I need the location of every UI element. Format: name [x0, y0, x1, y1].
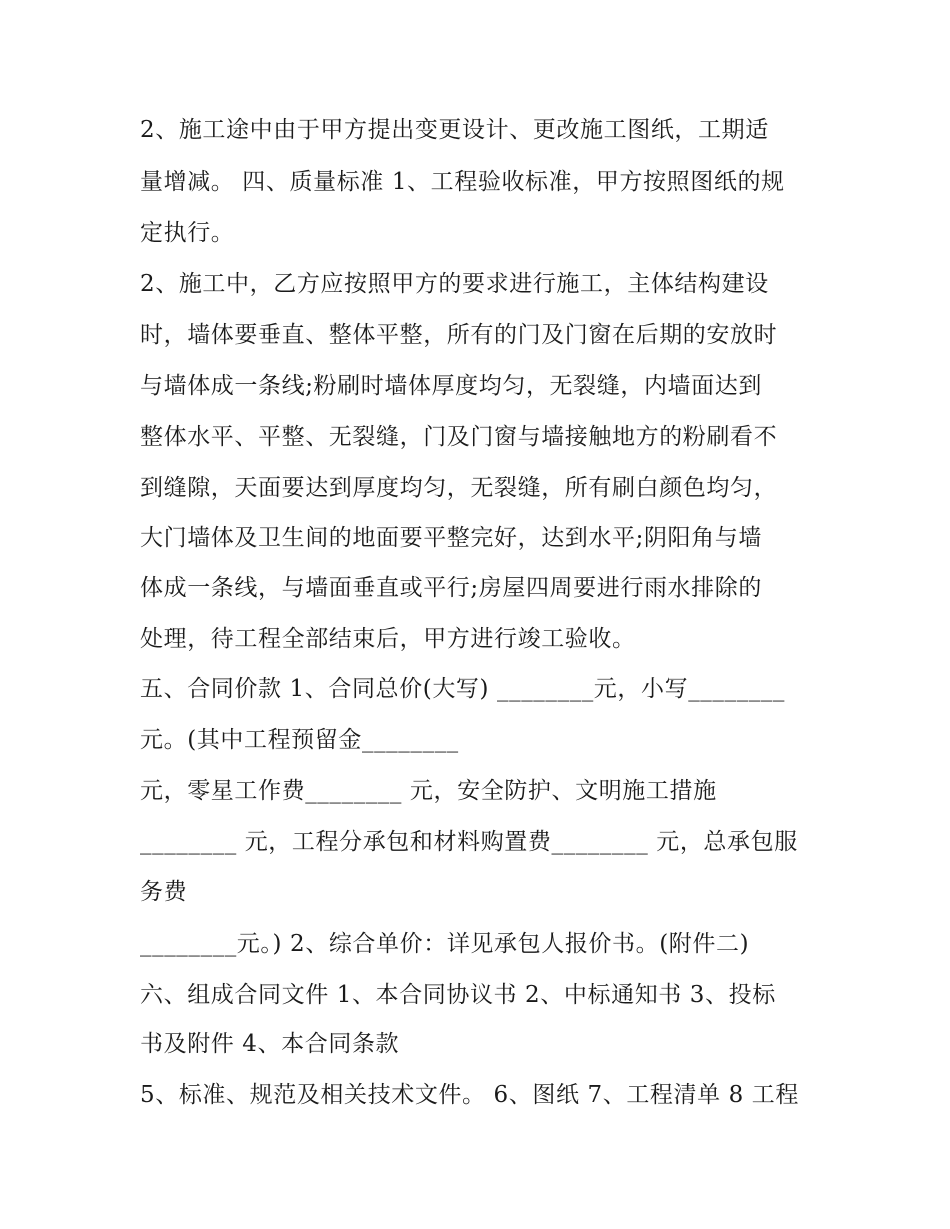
text-line: 5、标准、规范及相关技术文件。 6、图纸 7、工程清单 8 工程: [140, 1082, 799, 1108]
text-line: 六、组成合同文件 1、本合同协议书 2、中标通知书 3、投标: [140, 982, 776, 1008]
text-line: 到缝隙，天面要达到厚度均匀，无裂缝，所有刷白颜色均匀，: [140, 475, 778, 501]
text-line: ________ 元，工程分承包和材料购置费________ 元，总承包服: [140, 829, 798, 855]
text-line: 与墙体成一条线;粉刷时墙体厚度均匀，无裂缝，内墙面达到: [140, 373, 762, 399]
text-line: 2、施工中，乙方应按照甲方的要求进行施工，主体结构建设: [140, 271, 769, 297]
text-line: 书及附件 4、本合同条款: [140, 1031, 400, 1057]
text-line: 整体水平、平整、无裂缝，门及门窗与墙接触地方的粉刷看不: [140, 424, 778, 450]
text-line: 时，墙体要垂直、整体平整，所有的门及门窗在后期的安放时: [140, 322, 778, 348]
text-line: 元，零星工作费________ 元，安全防护、文明施工措施: [140, 778, 717, 804]
text-line: 体成一条线，与墙面垂直或平行;房屋四周要进行雨水排除的: [140, 575, 762, 601]
text-line: 处理，待工程全部结束后，甲方进行竣工验收。: [140, 626, 636, 652]
text-line: ________元。) 2、综合单价：详见承包人报价书。(附件二): [140, 931, 750, 957]
text-line: 务费: [140, 879, 188, 905]
text-line: 定执行。: [140, 220, 235, 246]
text-line: 大门墙体及卫生间的地面要平整完好，达到水平;阴阳角与墙: [140, 525, 762, 551]
text-line: 2、施工途中由于甲方提出变更设计、更改施工图纸，工期适: [140, 117, 769, 143]
text-line: 元。(其中工程预留金________: [140, 727, 459, 753]
text-line: 量增减。 四、质量标准 1、工程验收标准，甲方按照图纸的规: [140, 169, 785, 195]
text-line: 五、合同价款 1、合同总价(大写) ________元，小写________: [140, 676, 786, 702]
